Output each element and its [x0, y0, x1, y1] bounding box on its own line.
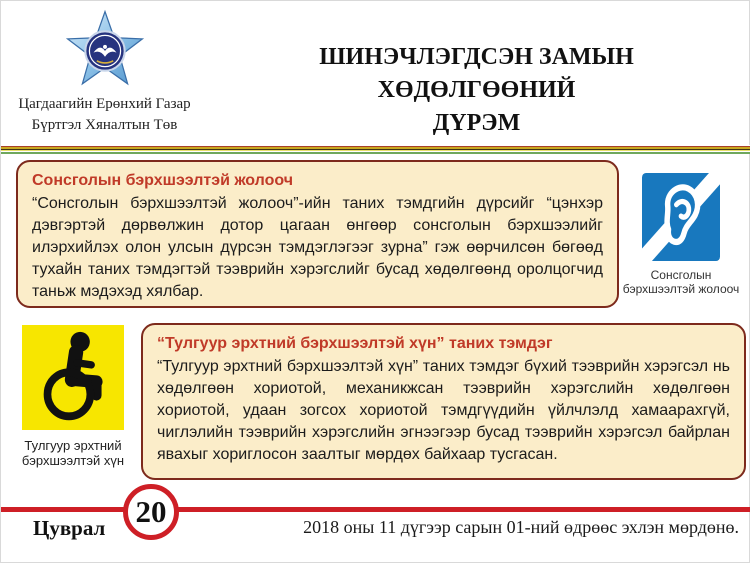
- wheelchair-caption-line2: бэрхшээлтэй хүн: [21, 453, 125, 468]
- wheelchair-icon: [22, 325, 124, 430]
- org-header: [7, 9, 202, 135]
- effective-date-text: 2018 оны 11 дүгээр сарын 01-ний өдрөөс эхлэн мөрдөнө.: [303, 517, 739, 537]
- deaf-driver-section: [16, 160, 619, 308]
- org-name-line1: Цагдаагийн Ерөнхий Газар: [18, 96, 191, 112]
- deaf-section-heading: Сонсголын бэрхшээлтэй жолооч: [32, 172, 294, 189]
- wheelchair-section-heading: “Тулгуур эрхтний бэрхшээлтэй хүн” таних тэмдэг: [157, 335, 553, 352]
- police-star-badge-icon: [64, 9, 146, 93]
- deaf-symbol-group: [617, 173, 745, 296]
- footer-red-line: [1, 507, 750, 512]
- page-title: [219, 41, 734, 140]
- wheelchair-icon-caption: [9, 438, 137, 468]
- page-title-line2: ДҮРЭМ: [432, 110, 521, 136]
- deaf-ear-icon: [642, 173, 720, 261]
- series-number: 20: [135, 494, 167, 529]
- series-number-badge: [123, 484, 179, 540]
- wheelchair-caption-line1: Тулгуур эрхтний: [24, 438, 122, 453]
- deaf-icon-caption: Сонсголын бэрхшээлтэй жолооч: [622, 268, 740, 296]
- org-name-line2: Бүртгэл Хяналтын Төв: [31, 117, 178, 133]
- series-label: Цуврал: [33, 516, 106, 540]
- wheelchair-section-body: “Тулгуур эрхтний бэрхшээлтэй хүн” таних тэмдэг бүхий тээврийн хэрэгсэл нь хөдөлгөөн хориотой, механикжсан тээврийн хэрэгслийн хөдөлгөөн хориотой, удаан зогсох хориотой тэмдгүүдийн үйлчлэлд хамаарахгүй, чиглэлийн тээврийн хэрэгслийн эгнээгээр бусад тээврийн хэрэгсэл байрлан явахыг хориглосон заалтыг мөрдөх байхаар тусгасан.: [157, 358, 730, 463]
- tricolor-divider: [1, 145, 750, 154]
- deaf-section-body: “Сонсголын бэрхшээлтэй жолооч”-ийн таних тэмдгийн дүрсийг “цэнхэр дэвгэртэй дөрвөлжин дотор цагаан өнгөөр сонсголын бэрхшээлийг илэрхийлэх олон улсын дүрсэн тэмдэглэгээг зурна” гэж өөрчилсөн бөгөөд тухайн таних тэмдэгтэй тээврийн хэрэгслийг бусад хөдөлгөөнд оролцогчид таньж мэдэхэд хялбар.: [32, 195, 603, 300]
- wheelchair-symbol-group: [9, 325, 137, 468]
- wheelchair-sign-section: [141, 323, 746, 480]
- page-title-line1: ШИНЭЧЛЭГДСЭН ЗАМЫН ХӨДӨЛГӨӨНИЙ: [319, 44, 634, 103]
